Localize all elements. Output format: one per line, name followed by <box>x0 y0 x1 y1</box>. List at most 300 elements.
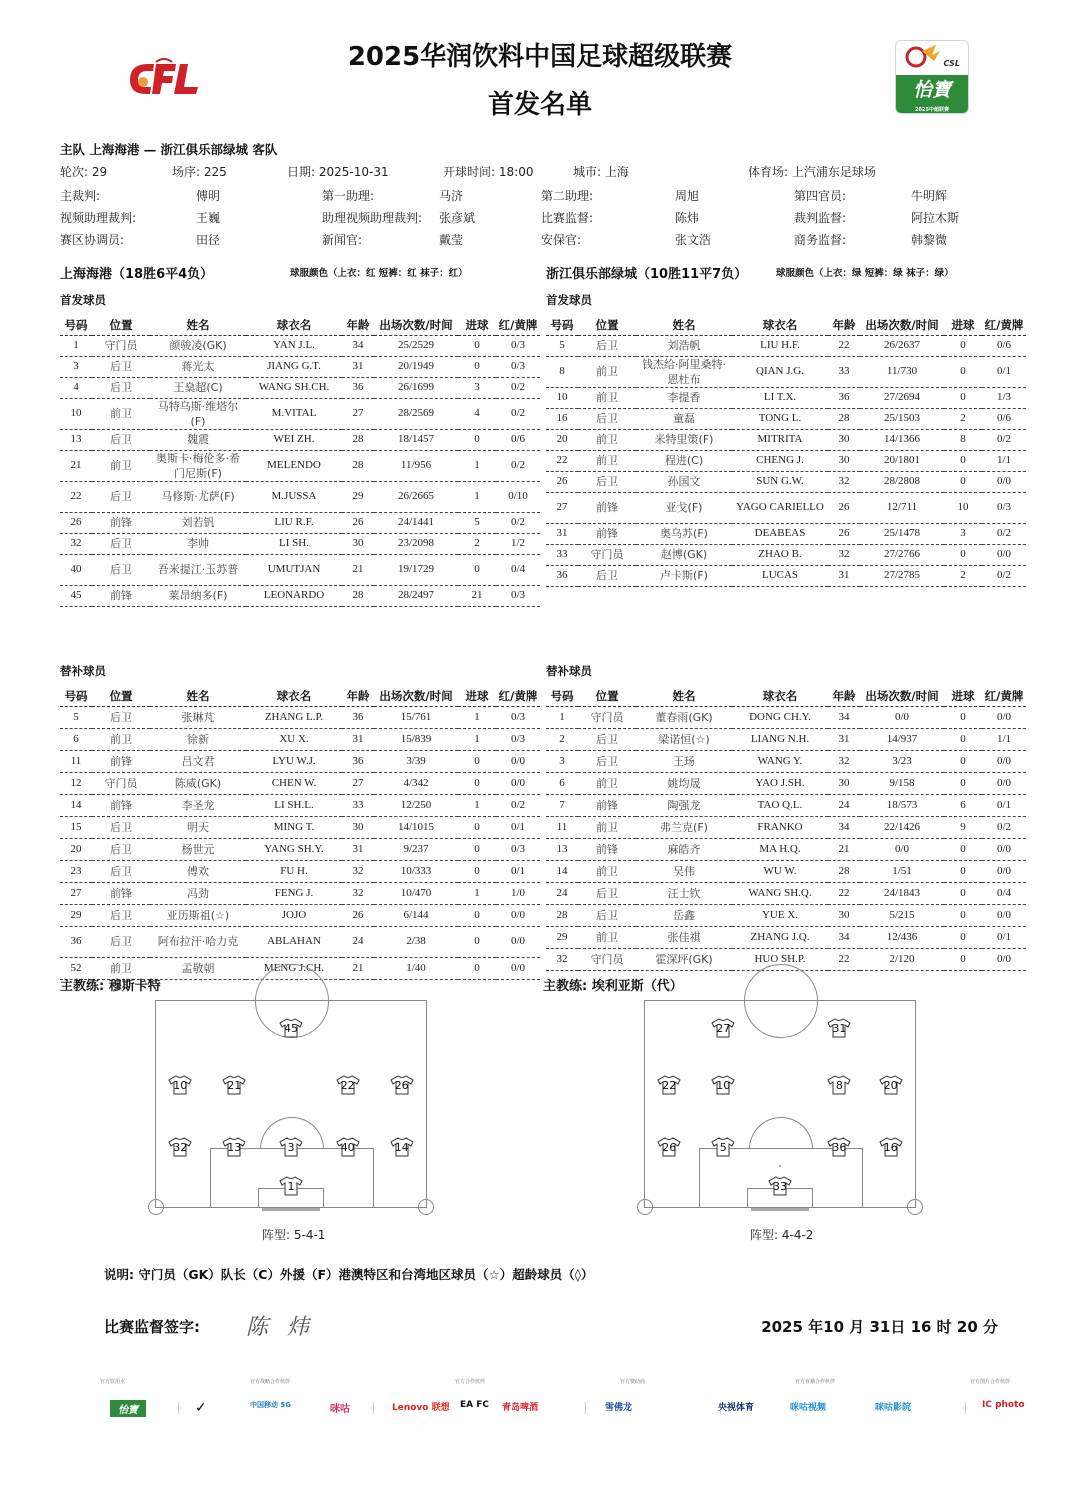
goals: 0 <box>944 904 982 926</box>
cards: 0/0 <box>982 544 1026 565</box>
appearances-minutes: 18/1457 <box>374 429 458 450</box>
player-position: 后卫 <box>92 926 150 957</box>
player-number: 6 <box>60 728 92 750</box>
shirt-name: FENG J. <box>246 882 342 904</box>
player-name: 钱杰给·阿里桑特·恩杜布 <box>636 356 732 387</box>
shirt-number: 10 <box>173 1079 188 1093</box>
player-shirt-icon <box>879 1075 903 1095</box>
kickoff-value: 18:00 <box>498 165 534 179</box>
cards: 0/0 <box>982 838 1026 860</box>
player-number: 27 <box>60 882 92 904</box>
player-age: 26 <box>342 512 374 533</box>
player-age: 30 <box>342 816 374 838</box>
player-age: 32 <box>342 882 374 904</box>
player-position: 后卫 <box>578 882 636 904</box>
player-age: 30 <box>828 904 860 926</box>
player-age: 26 <box>828 492 860 523</box>
goals: 9 <box>944 816 982 838</box>
player-number: 14 <box>60 794 92 816</box>
column-header: 姓名 <box>636 686 732 706</box>
away-formation-label: 阵型: 4-4-2 <box>750 1228 814 1242</box>
column-header: 球衣名 <box>732 315 828 335</box>
shirt-number: 14 <box>394 1141 409 1155</box>
player-position: 前卫 <box>92 398 150 429</box>
goals: 0 <box>944 356 982 387</box>
goals: 1 <box>458 481 496 512</box>
cards: 0/1 <box>496 860 540 882</box>
official-role: 第四官员: <box>794 189 847 203</box>
player-name: 岳鑫 <box>636 904 732 926</box>
player-row <box>60 728 540 750</box>
player-name: 梁诺恒(☆) <box>636 728 732 750</box>
official-name: 王巍 <box>196 211 221 225</box>
player-row <box>546 860 1026 882</box>
player-row <box>546 523 1026 544</box>
player-age: 34 <box>828 706 860 728</box>
official-role: 新闻官: <box>322 233 363 247</box>
player-name: 阿布拉汗·哈力克 <box>150 926 246 957</box>
player-row <box>546 816 1026 838</box>
goals: 0 <box>944 926 982 948</box>
player-name: 亚戈(F) <box>636 492 732 523</box>
player-number: 5 <box>546 335 578 356</box>
sponsor-cctv-sports: 央视体育 <box>718 1403 755 1413</box>
goals: 0 <box>944 860 982 882</box>
appearances-minutes: 2/120 <box>860 948 944 970</box>
appearances-minutes: 26/2637 <box>860 335 944 356</box>
appearances-minutes: 19/1729 <box>374 554 458 585</box>
shirt-name: JIANG G.T. <box>246 356 342 377</box>
player-number: 2 <box>546 728 578 750</box>
column-header: 号码 <box>60 315 92 335</box>
cards: 0/6 <box>496 429 540 450</box>
appearances-minutes: 27/2766 <box>860 544 944 565</box>
cards: 0/2 <box>496 450 540 481</box>
player-number: 11 <box>60 750 92 772</box>
cards: 0/1 <box>982 794 1026 816</box>
player-number: 3 <box>60 356 92 377</box>
shirt-number: 8 <box>835 1079 843 1093</box>
cards: 0/0 <box>496 957 540 979</box>
player-name: 吴伟 <box>636 860 732 882</box>
shirt-number: 33 <box>773 1180 787 1194</box>
table-header <box>546 315 1026 335</box>
cards: 0/0 <box>496 904 540 926</box>
shirt-name: LI T.X. <box>732 387 828 408</box>
player-number: 13 <box>546 838 578 860</box>
player-number: 12 <box>60 772 92 794</box>
home-subs-table <box>60 686 540 980</box>
player-position: 前锋 <box>92 512 150 533</box>
player-age: 36 <box>828 387 860 408</box>
cards: 1/3 <box>982 387 1026 408</box>
home-starters-label: 首发球员 <box>60 293 106 307</box>
goals: 1 <box>458 728 496 750</box>
officials-row <box>0 187 1080 207</box>
player-name: 莱昂纳多(F) <box>150 585 246 606</box>
sponsor-nike: ✓ <box>195 1400 207 1416</box>
cards: 0/10 <box>496 481 540 512</box>
player-row <box>546 450 1026 471</box>
appearances-minutes: 10/333 <box>374 860 458 882</box>
shirt-number: 13 <box>227 1141 242 1155</box>
player-name: 吕文君 <box>150 750 246 772</box>
goals: 1 <box>458 450 496 481</box>
player-row <box>60 398 540 429</box>
player-number: 10 <box>546 387 578 408</box>
table-header <box>546 686 1026 706</box>
appearances-minutes: 25/2529 <box>374 335 458 356</box>
home-kit-colors: 球服颜色（上衣：红 短裤：红 袜子：红） <box>290 268 468 279</box>
player-shirt-icon <box>390 1137 414 1157</box>
player-position: 前卫 <box>92 957 150 979</box>
shirt-name: QIAN J.G. <box>732 356 828 387</box>
appearances-minutes: 1/40 <box>374 957 458 979</box>
shirt-number: 36 <box>832 1141 847 1155</box>
goals: 0 <box>944 838 982 860</box>
player-position: 后卫 <box>92 554 150 585</box>
player-number: 6 <box>546 772 578 794</box>
home-formation-pitch <box>155 1000 427 1208</box>
appearances-minutes: 24/1441 <box>374 512 458 533</box>
player-name: 李圣龙 <box>150 794 246 816</box>
shirt-number: 32 <box>173 1141 188 1155</box>
goals: 4 <box>458 398 496 429</box>
goals: 0 <box>944 471 982 492</box>
goals: 0 <box>458 429 496 450</box>
shirt-name: TAO Q.L. <box>732 794 828 816</box>
column-header: 球衣名 <box>246 315 342 335</box>
player-row <box>546 335 1026 356</box>
goals: 0 <box>458 772 496 794</box>
shirt-name: YAN J.L. <box>246 335 342 356</box>
player-number: 14 <box>546 860 578 882</box>
player-age: 24 <box>828 794 860 816</box>
cards: 0/1 <box>982 356 1026 387</box>
away-subs-label: 替补球员 <box>546 664 592 678</box>
player-name: 程进(C) <box>636 450 732 471</box>
sponsor-migu-cinema: 咪咕影院 <box>875 1403 912 1413</box>
player-name: 赵博(GK) <box>636 544 732 565</box>
official-name: 陈炜 <box>675 211 700 225</box>
shirt-name: JOJO <box>246 904 342 926</box>
player-position: 后卫 <box>578 565 636 586</box>
goals: 6 <box>944 794 982 816</box>
shirt-name: LYU W.J. <box>246 750 342 772</box>
shirt-number: 31 <box>832 1021 847 1035</box>
player-name: 奥乌苏(F) <box>636 523 732 544</box>
cards: 1/1 <box>982 728 1026 750</box>
appearances-minutes: 9/158 <box>860 772 944 794</box>
player-age: 34 <box>342 335 374 356</box>
player-row <box>60 554 540 585</box>
cards: 0/2 <box>496 512 540 533</box>
goals: 0 <box>458 957 496 979</box>
player-shirt-icon <box>827 1018 851 1038</box>
appearances-minutes: 6/144 <box>374 904 458 926</box>
appearances-minutes: 27/2694 <box>860 387 944 408</box>
shirt-number: 27 <box>716 1021 731 1035</box>
goals: 0 <box>458 356 496 377</box>
sponsor-ea: EA FC <box>460 1400 489 1410</box>
player-position: 后卫 <box>578 335 636 356</box>
player-position: 后卫 <box>92 533 150 554</box>
shirt-name: YANG SH.Y. <box>246 838 342 860</box>
appearances-minutes: 0/0 <box>860 706 944 728</box>
player-number: 16 <box>546 408 578 429</box>
player-row <box>546 706 1026 728</box>
player-age: 32 <box>828 750 860 772</box>
sponsor-lenovo: Lenovo 联想 <box>392 1403 450 1413</box>
shirt-name: WANG SH.CH. <box>246 377 342 398</box>
player-number: 26 <box>546 471 578 492</box>
player-number: 13 <box>60 429 92 450</box>
appearances-minutes: 3/23 <box>860 750 944 772</box>
cards: 0/3 <box>982 492 1026 523</box>
player-shirt-icon <box>390 1075 414 1095</box>
column-header: 姓名 <box>150 315 246 335</box>
player-row <box>546 408 1026 429</box>
appearances-minutes: 3/39 <box>374 750 458 772</box>
player-number: 4 <box>60 377 92 398</box>
player-name: 李提香 <box>636 387 732 408</box>
cards: 0/4 <box>496 554 540 585</box>
appearances-minutes: 15/839 <box>374 728 458 750</box>
appearances-minutes: 20/1949 <box>374 356 458 377</box>
home-subs-label: 替补球员 <box>60 664 106 678</box>
goals: 2 <box>458 533 496 554</box>
shirt-name: FU H. <box>246 860 342 882</box>
shirt-number: 5 <box>719 1141 727 1155</box>
official-name: 戴莹 <box>439 233 464 247</box>
goals: 21 <box>458 585 496 606</box>
shirt-name: YAGO CARIELLO <box>732 492 828 523</box>
home-formation-label: 阵型: 5-4-1 <box>262 1228 326 1242</box>
goals: 0 <box>458 838 496 860</box>
appearances-minutes: 26/2665 <box>374 481 458 512</box>
column-header: 进球 <box>458 315 496 335</box>
goals: 1 <box>458 882 496 904</box>
player-position: 守门员 <box>92 772 150 794</box>
shirt-name: XU X. <box>246 728 342 750</box>
player-row <box>546 728 1026 750</box>
player-position: 前卫 <box>578 429 636 450</box>
appearances-minutes: 14/1366 <box>860 429 944 450</box>
player-row <box>60 794 540 816</box>
player-row <box>60 882 540 904</box>
player-row <box>60 926 540 957</box>
player-position: 前卫 <box>92 728 150 750</box>
player-position: 后卫 <box>92 860 150 882</box>
player-age: 24 <box>342 926 374 957</box>
appearances-minutes: 23/2098 <box>374 533 458 554</box>
date-value: 2025-10-31 <box>318 165 389 179</box>
player-age: 36 <box>342 706 374 728</box>
shirt-name: WEI ZH. <box>246 429 342 450</box>
shirt-name: LI SH.L. <box>246 794 342 816</box>
sponsor-migu: 咪咕 <box>330 1404 350 1415</box>
shirt-name: ZHAO B. <box>732 544 828 565</box>
player-age: 32 <box>828 471 860 492</box>
player-age: 28 <box>342 429 374 450</box>
player-position: 后卫 <box>92 904 150 926</box>
shirt-number: 45 <box>284 1021 298 1035</box>
player-age: 27 <box>342 772 374 794</box>
player-number: 52 <box>60 957 92 979</box>
player-age: 34 <box>828 926 860 948</box>
column-header: 球衣名 <box>246 686 342 706</box>
player-row <box>546 882 1026 904</box>
cards: 0/0 <box>982 904 1026 926</box>
player-number: 27 <box>546 492 578 523</box>
player-position: 后卫 <box>578 750 636 772</box>
shirt-name: LEONARDO <box>246 585 342 606</box>
player-age: 31 <box>342 728 374 750</box>
appearances-minutes: 11/956 <box>374 450 458 481</box>
player-shirt-icon <box>168 1137 192 1157</box>
cards: 0/0 <box>982 948 1026 970</box>
appearances-minutes: 2/38 <box>374 926 458 957</box>
away-formation-pitch <box>644 1000 916 1208</box>
player-age: 28 <box>342 585 374 606</box>
shirt-name: UMUTJAN <box>246 554 342 585</box>
goals: 0 <box>944 728 982 750</box>
player-row <box>546 544 1026 565</box>
appearances-minutes: 14/937 <box>860 728 944 750</box>
column-header: 位置 <box>578 686 636 706</box>
player-age: 29 <box>342 481 374 512</box>
player-name: 徐新 <box>150 728 246 750</box>
goals: 3 <box>458 377 496 398</box>
player-shirt-icon <box>657 1137 681 1157</box>
official-name: 牛明辉 <box>911 189 948 203</box>
player-name: 卢卡斯(F) <box>636 565 732 586</box>
player-position: 前锋 <box>578 794 636 816</box>
shirt-name: TONG L. <box>732 408 828 429</box>
goals: 0 <box>458 335 496 356</box>
player-name: 董春雨(GK) <box>636 706 732 728</box>
player-age: 34 <box>828 816 860 838</box>
shirt-name: LIU H.F. <box>732 335 828 356</box>
player-row <box>546 429 1026 450</box>
appearances-minutes: 26/1699 <box>374 377 458 398</box>
column-header: 出场次数/时间 <box>860 315 944 335</box>
player-row <box>546 926 1026 948</box>
signature-label: 比赛监督签字: <box>104 1318 200 1336</box>
cards: 0/3 <box>496 585 540 606</box>
column-header: 红/黄牌 <box>982 315 1026 335</box>
away-kit-colors: 球服颜色（上衣：绿 短裤：绿 袜子：绿） <box>776 268 954 279</box>
player-age: 28 <box>828 408 860 429</box>
goals: 2 <box>944 565 982 586</box>
cards: 0/1 <box>496 816 540 838</box>
player-name: 孟敬朝 <box>150 957 246 979</box>
player-age: 26 <box>828 523 860 544</box>
player-row <box>60 816 540 838</box>
appearances-minutes: 20/1801 <box>860 450 944 471</box>
player-number: 24 <box>546 882 578 904</box>
column-header: 球衣名 <box>732 686 828 706</box>
column-header: 年龄 <box>828 315 860 335</box>
shirt-number: 26 <box>662 1141 677 1155</box>
player-shirt-icon <box>222 1075 246 1095</box>
shirt-name: LI SH. <box>246 533 342 554</box>
column-header: 进球 <box>458 686 496 706</box>
player-position: 后卫 <box>92 838 150 860</box>
appearances-minutes: 22/1426 <box>860 816 944 838</box>
signature-date: 2025 年10 月 31日 16 时 20 分 <box>761 1318 998 1336</box>
player-age: 31 <box>342 356 374 377</box>
appearances-minutes: 14/1015 <box>374 816 458 838</box>
shirt-number: 26 <box>394 1079 409 1093</box>
player-age: 32 <box>828 544 860 565</box>
goals: 0 <box>944 706 982 728</box>
player-row <box>60 377 540 398</box>
player-position: 后卫 <box>92 706 150 728</box>
player-age: 28 <box>828 860 860 882</box>
shirt-name: MITRITA <box>732 429 828 450</box>
shirt-name: YAO J.SH. <box>732 772 828 794</box>
away-subs-table <box>546 686 1026 971</box>
column-header: 位置 <box>92 686 150 706</box>
player-age: 32 <box>342 860 374 882</box>
appearances-minutes: 27/2785 <box>860 565 944 586</box>
shirt-number: 21 <box>227 1079 242 1093</box>
cards: 0/2 <box>496 794 540 816</box>
official-name: 周旭 <box>675 189 700 203</box>
official-name: 阿拉木斯 <box>911 211 960 225</box>
player-number: 26 <box>60 512 92 533</box>
column-header: 年龄 <box>828 686 860 706</box>
player-shirt-icon <box>827 1137 851 1157</box>
cards: 0/3 <box>496 356 540 377</box>
player-position: 后卫 <box>92 429 150 450</box>
shirt-name: HUO SH.P. <box>732 948 828 970</box>
stadium-value: 上汽浦东足球场 <box>791 165 876 179</box>
player-row <box>60 335 540 356</box>
player-row <box>546 492 1026 523</box>
page-header <box>0 0 1080 130</box>
player-name: 亚历斯祖(☆) <box>150 904 246 926</box>
player-number: 8 <box>546 356 578 387</box>
cards: 0/1 <box>982 926 1026 948</box>
official-name: 韩黎微 <box>911 233 948 247</box>
appearances-minutes: 28/2569 <box>374 398 458 429</box>
shirt-name: ZHANG J.Q. <box>732 926 828 948</box>
player-row <box>546 471 1026 492</box>
player-position: 后卫 <box>92 481 150 512</box>
appearances-minutes: 1/51 <box>860 860 944 882</box>
cards: 0/0 <box>496 926 540 957</box>
cards: 0/0 <box>982 471 1026 492</box>
goals: 0 <box>944 882 982 904</box>
official-name: 田径 <box>196 233 221 247</box>
goals: 8 <box>944 429 982 450</box>
appearances-minutes: 12/250 <box>374 794 458 816</box>
official-name: 张彦斌 <box>439 211 476 225</box>
player-name: 霍深坪(GK) <box>636 948 732 970</box>
player-position: 守门员 <box>578 544 636 565</box>
column-header: 出场次数/时间 <box>374 315 458 335</box>
official-role: 裁判监督: <box>794 211 847 225</box>
player-number: 20 <box>546 429 578 450</box>
player-position: 前卫 <box>578 926 636 948</box>
player-position: 守门员 <box>578 706 636 728</box>
player-name: 王玚 <box>636 750 732 772</box>
cards: 0/6 <box>982 335 1026 356</box>
shirt-name: WANG SH.Q. <box>732 882 828 904</box>
cards: 0/0 <box>496 750 540 772</box>
